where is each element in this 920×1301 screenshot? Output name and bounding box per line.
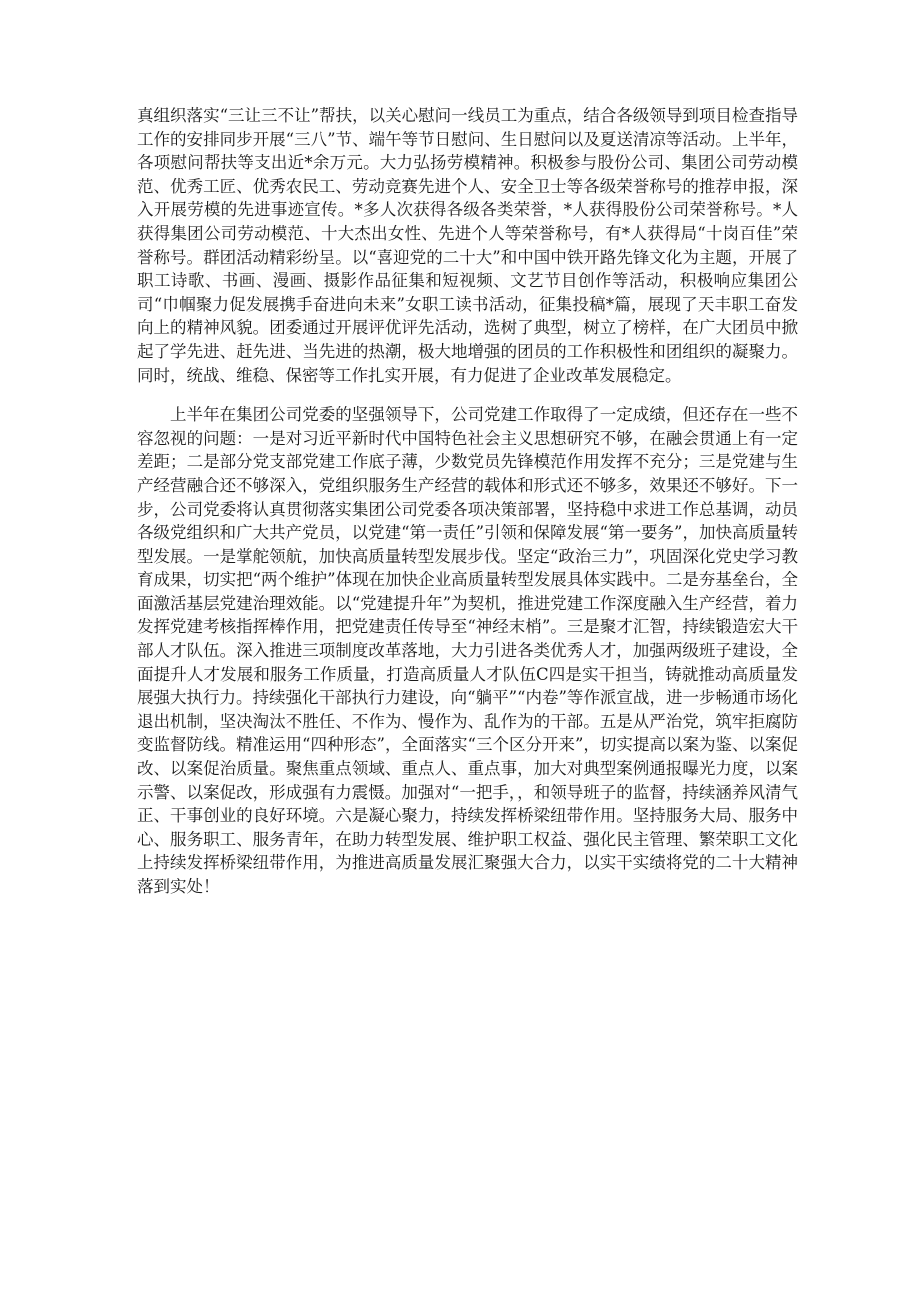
paragraph-2: 上半年在集团公司党委的坚强领导下，公司党建工作取得了一定成绩，但还存在一些不容忽视的问题：一是对习近平新时代中国特色社会主义思想研究不够，在融会贯通上有一定差距；二是部分党支部党建工作底子薄，少数党员先锋模范作用发挥不充分；三是党建与生产经营融合还不够深入，党组织服务生产经营的载体和形式还不够多，效果还不够好。下一步，公司党委将认真贯彻落实集团公司党委各项决策部署，坚持稳中求进工作总基调，动员各级党组织和广大共产党员，以党建“第一责任”引领和保障发展“第一要务”，加快高质量转型发展。一是掌舵领航，加快高质量转型发展步伐。坚定“政治三力”，巩固深化党史学习教育成果，切实把“两个维护”体现在加快企业高质量转型发展具体实践中。二是夯基垒台，全面激活基层党建治理效能。以“党建提升年”为契机，推进党建工作深度融入生产经营，着力发挥党建考核指挥棒作用，把党建责任传导至“神经末梢”。三是聚才汇智，持续锻造宏大干部人才队伍。深入推进三项制度改革落地，大力引进各类优秀人才，加强两级班子建设，全面提升人才发展和服务工作质量，打造高质量人才队伍C四是实干担当，铸就推动高质量发展强大执行力。持续强化干部执行力建设，向“躺平”“内卷”等作派宣战，进一步畅通市场化退出机制，坚决淘汰不胜任、不作为、慢作为、乱作为的干部。五是从严治党，筑牢拒腐防变监督防线。精准运用“四种形态”，全面落实“三个区分开来”，切实提高以案为鉴、以案促改、以案促治质量。聚焦重点领域、重点人、重点事，加大对典型案例通报曝光力度，以案示警、以案促改，形成强有力震慑。加强对“一把手，，和领导班子的监督，持续涵养风清气正、干事创业的良好环境。六是凝心聚力，持续发挥桥梁纽带作用。坚持服务大局、服务中心、服务职工、服务青年，在助力转型发展、维护职工权益、强化民主管理、繁荣职工文化上持续发挥桥梁纽带作用，为推进高质量发展汇聚强大合力，以实干实绩将党的二十大精神落到实处！ [137,405,798,896]
paragraph-1: 真组织落实“三让三不让”帮扶，以关心慰问一线员工为重点，结合各级领导到项目检查指导工作的安排同步开展“三八”节、端午等节日慰问、生日慰问以及夏送清凉等活动。上半年，各项慰问帮扶等支出近*余万元。大力弘扬劳模精神。积极参与股份公司、集团公司劳动模范、优秀工匠、优秀农民工、劳动竞赛先进个人、安全卫士等各级荣誉称号的推荐申报，深入开展劳模的先进事迹宣传。*多人次获得各级各类荣誉，*人获得股份公司荣誉称号。*人获得集团公司劳动模范、十大杰出女性、先进个人等荣誉称号，有*人获得局“十岗百佳”荣誉称号。群团活动精彩纷呈。以“喜迎党的二十大”和中国中铁开路先锋文化为主题，开展了职工诗歌、书画、漫画、摄影作品征集和短视频、文艺节目创作等活动，积极响应集团公司“巾帼聚力促发展携手奋进向未来”女职工读书活动，征集投稿*篇，展现了天丰职工奋发向上的精神风貌。团委通过开展评优评先活动，选树了典型，树立了榜样，在广大团员中掀起了学先进、赶先进、当先进的热潮，极大地增强的团员的工作积极性和团组织的凝聚力。同时，统战、维稳、保密等工作扎实开展，有力促进了企业改革发展稳定。 [137,106,798,385]
document-body [137,104,798,899]
